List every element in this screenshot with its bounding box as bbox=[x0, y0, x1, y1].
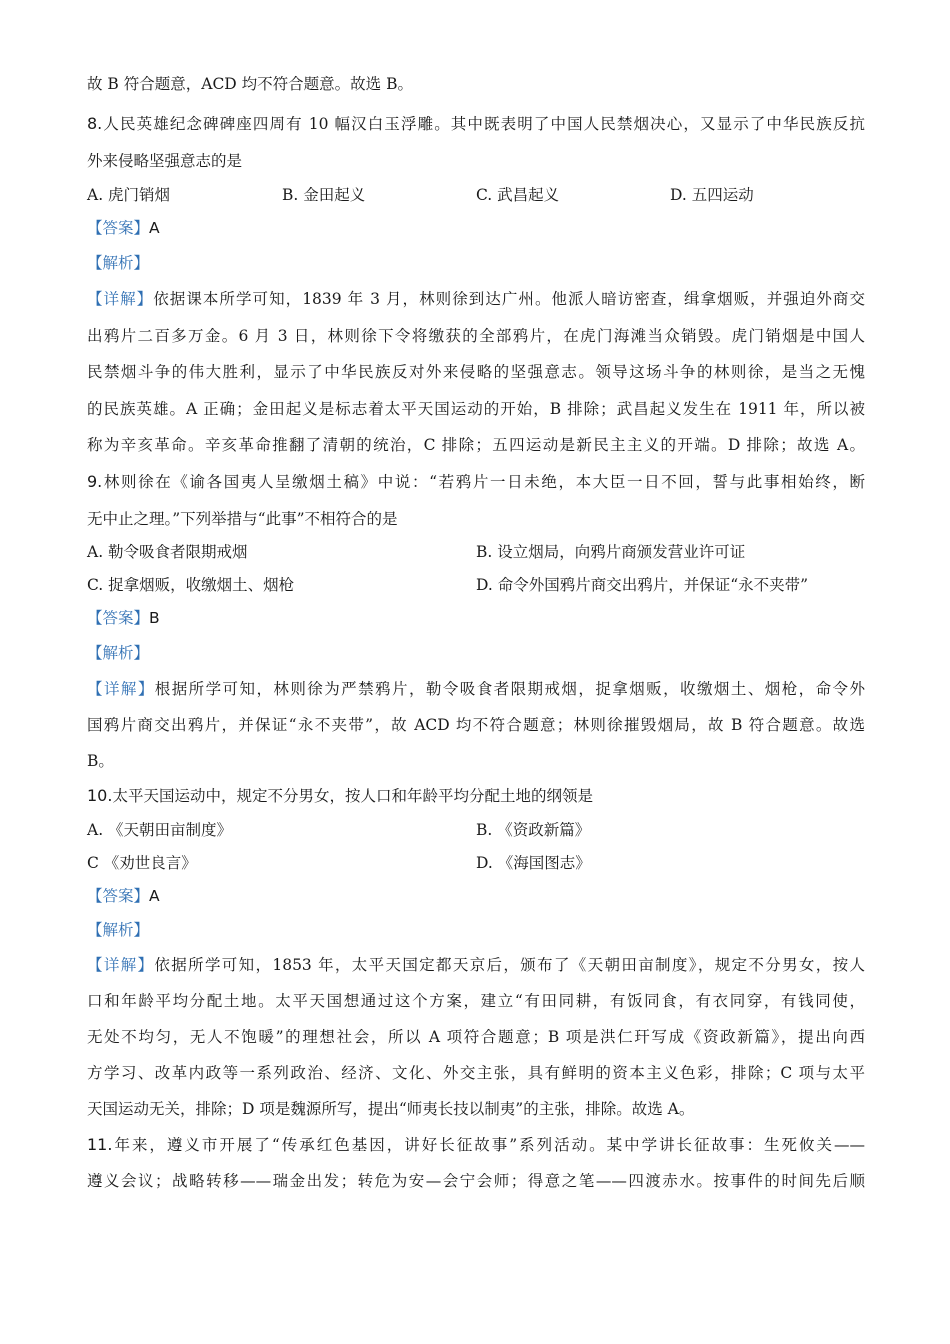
analysis-label: 【解析】 bbox=[87, 644, 150, 662]
answer-label: 【答案】A bbox=[87, 887, 160, 905]
q8-option-b: B. 金田起义 bbox=[282, 186, 366, 204]
q10-option-a: A. 《天朝田亩制度》 bbox=[87, 821, 233, 839]
explanation-line: 无处不均匀，无人不饱暖”的理想社会，所以 A 项符合题意；B 项是洪仁玕写成《资政新篇》，提出向西 bbox=[87, 1028, 865, 1046]
explanation-line: 的民族英雄。A 正确；金田起义是标志着太平天国运动的开始，B 排除；武昌起义发生在 1911 年，所以被 bbox=[87, 400, 865, 418]
answer-value: A bbox=[149, 887, 160, 905]
question-number: 10. bbox=[87, 786, 113, 805]
question-9-stem-cont: 无中止之理。”下列举措与“此事”不相符合的是 bbox=[87, 510, 398, 528]
answer-value: A bbox=[149, 219, 160, 237]
explanation-line: 口和年龄平均分配土地。太平天国想通过这个方案，建立“有田同耕，有饭同食，有衣同穿，有钱同使， bbox=[87, 992, 865, 1010]
answer-value: B bbox=[149, 609, 160, 627]
explanation-line: B。 bbox=[87, 752, 114, 770]
question-8-stem: 8.人民英雄纪念碑碑座四周有 10 幅汉白玉浮雕。其中既表明了中国人民禁烟决心，又显示了中华民族反抗 bbox=[87, 114, 865, 133]
question-number: 11. bbox=[87, 1135, 113, 1154]
explanation-line: 方学习、改革内政等一系列政治、经济、文化、外交主张，具有鲜明的资本主义色彩，排除；C 项与太平 bbox=[87, 1064, 865, 1082]
explanation-line: 【详解】依据所学可知，1853 年，太平天国定都天京后，颁布了《天朝田亩制度》，规定不分男女，按人 bbox=[87, 956, 865, 974]
detail-label: 【详解】 bbox=[87, 290, 154, 308]
q9-option-d: D. 命令外国鸦片商交出鸦片，并保证“永不夹带” bbox=[476, 576, 809, 594]
q10-option-c: C 《劝世良言》 bbox=[87, 854, 197, 872]
q8-option-c: C. 武昌起义 bbox=[476, 186, 560, 204]
q10-option-b: B. 《资政新篇》 bbox=[476, 821, 591, 839]
question-11-stem-cont: 遵义会议；战略转移——瑞金出发；转危为安—会宁会师；得意之笔——四渡赤水。按事件的时间先后顺 bbox=[87, 1172, 865, 1190]
explanation-line: 天国运动无关，排除；D 项是魏源所写，提出“师夷长技以制夷”的主张，排除。故选 A。 bbox=[87, 1100, 695, 1118]
question-10-stem: 10.太平天国运动中，规定不分男女，按人口和年龄平均分配土地的纲领是 bbox=[87, 786, 593, 805]
q10-option-d: D. 《海国图志》 bbox=[476, 854, 591, 872]
detail-label: 【详解】 bbox=[87, 680, 155, 698]
explanation-line: 民禁烟斗争的伟大胜利，显示了中华民族反对外来侵略的坚强意志。领导这场斗争的林则徐，是当之无愧 bbox=[87, 363, 865, 381]
question-9-stem: 9.林则徐在《谕各国夷人呈缴烟土稿》中说：“若鸦片一日未绝，本大臣一日不回，誓与此事相始终，断 bbox=[87, 472, 865, 491]
explanation-line: 出鸦片二百多万金。6 月 3 日，林则徐下令将缴获的全部鸦片，在虎门海滩当众销毁。虎门销烟是中国人 bbox=[87, 327, 865, 345]
analysis-label: 【解析】 bbox=[87, 921, 150, 939]
answer-label: 【答案】A bbox=[87, 219, 160, 237]
explanation-line: 国鸦片商交出鸦片，并保证“永不夹带”，故 ACD 均不符合题意；林则徐摧毁烟局，故 B 符合题意。故选 bbox=[87, 716, 865, 734]
explanation-line: 称为辛亥革命。辛亥革命推翻了清朝的统治，C 排除；五四运动是新民主主义的开端。D 排除；故选 A。 bbox=[87, 436, 865, 454]
analysis-label: 【解析】 bbox=[87, 254, 150, 272]
explanation-line: 【详解】依据课本所学可知，1839 年 3 月，林则徐到达广州。他派人暗访密查，缉拿烟贩，并强迫外商交 bbox=[87, 290, 865, 308]
q9-option-b: B. 设立烟局，向鸦片商颁发营业许可证 bbox=[476, 543, 746, 561]
q8-option-a: A. 虎门销烟 bbox=[87, 186, 171, 204]
q9-option-a: A. 勒令吸食者限期戒烟 bbox=[87, 543, 248, 561]
question-number: 8. bbox=[87, 114, 103, 133]
answer-label: 【答案】B bbox=[87, 609, 160, 627]
q8-option-d: D. 五四运动 bbox=[670, 186, 754, 204]
q9-option-c: C. 捉拿烟贩，收缴烟土、烟枪 bbox=[87, 576, 295, 594]
question-11-stem: 11.年来，遵义市开展了“传承红色基因，讲好长征故事”系列活动。某中学讲长征故事：生死攸关—— bbox=[87, 1135, 865, 1154]
question-8-stem-cont: 外来侵略坚强意志的是 bbox=[87, 152, 243, 170]
question-number: 9. bbox=[87, 472, 103, 491]
detail-label: 【详解】 bbox=[87, 956, 155, 974]
text-line: 故 B 符合题意，ACD 均不符合题意。故选 B。 bbox=[87, 75, 413, 93]
explanation-line: 【详解】根据所学可知，林则徐为严禁鸦片，勒令吸食者限期戒烟，捉拿烟贩，收缴烟土、烟枪，命令外 bbox=[87, 680, 865, 698]
